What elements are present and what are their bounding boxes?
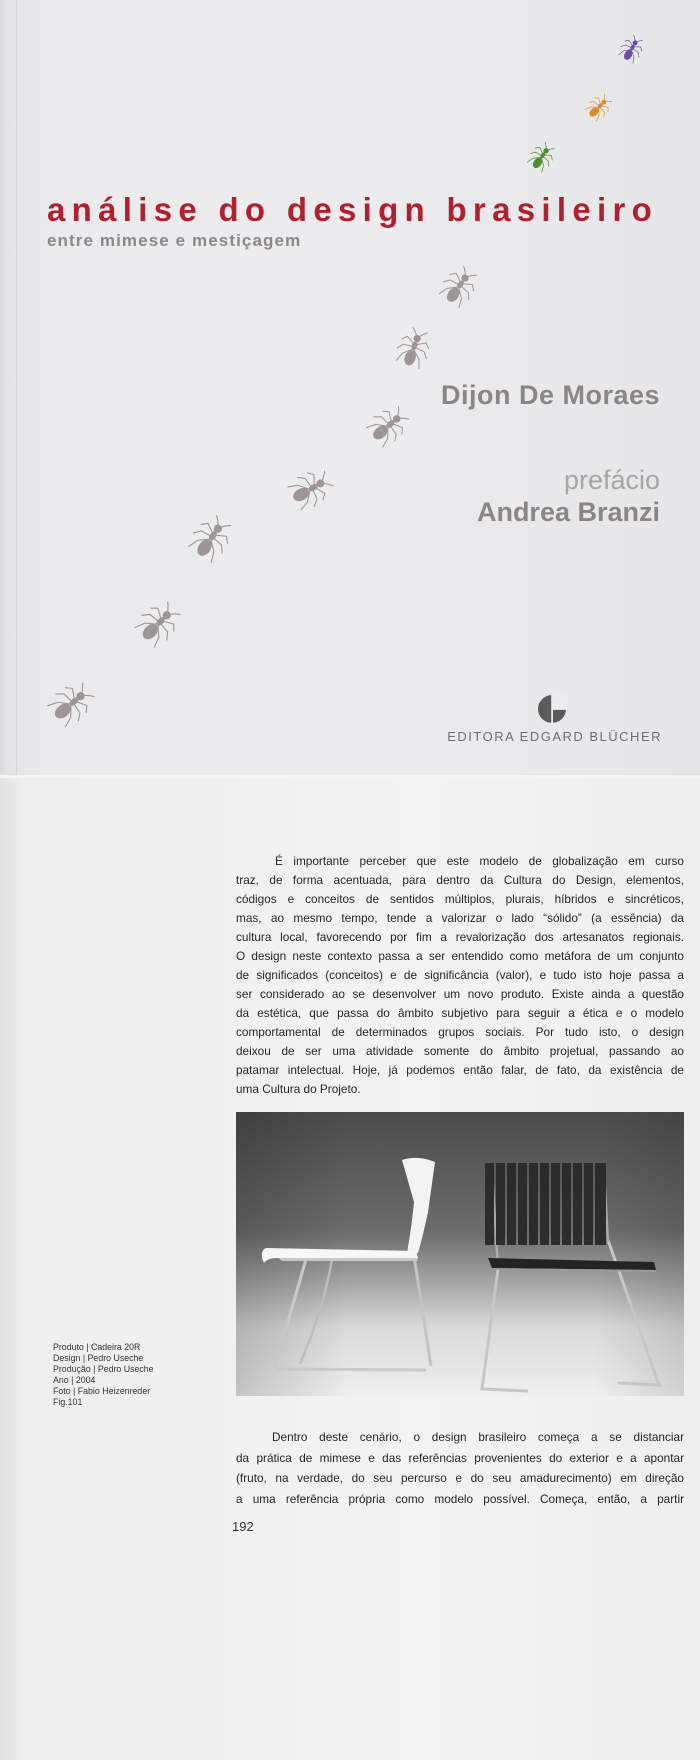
caption-line: Produto | Cadeira 20R (53, 1342, 141, 1352)
text-line: da prática de mimese e das referências provenientes do exterior e a apontar (236, 1450, 684, 1465)
figure-caption (53, 1342, 193, 1408)
text-line: uma Cultura do Projeto. (236, 1082, 361, 1096)
text-line: O design neste contexto passa a ser entendido como metáfora de um conjunto (236, 949, 684, 963)
text-line: (fruto, na verdade, do seu percurso e do seu amadurecimento) em direção (236, 1471, 684, 1486)
ant-icon (35, 670, 105, 740)
book-author: Dijon De Moraes (440, 380, 660, 410)
preface-label: prefácio (563, 465, 660, 495)
cover-spine-fold (16, 0, 17, 775)
preface-author: Andrea Branzi (476, 497, 660, 527)
ant-icon (175, 505, 245, 575)
text-line: É importante perceber que este modelo de globalização em curso (275, 854, 684, 868)
text-line: ser considerado ao se desenvolver um novo produto. Existe ainda a questão (236, 987, 684, 1001)
chair-photo (236, 1112, 684, 1396)
ant-icon (355, 395, 420, 460)
ant-icon (611, 30, 652, 71)
text-line: deixou de ser uma atividade somente do âmbito projetual, passando ao (236, 1044, 684, 1058)
text-line: Dentro deste cenário, o design brasileiro começa a se distanciar (272, 1430, 684, 1444)
caption-line: Produção | Pedro Useche (53, 1364, 154, 1374)
book-title: análise do design brasileiro (47, 191, 659, 228)
ant-icon (427, 257, 488, 318)
caption-line: Design | Pedro Useche (53, 1353, 144, 1363)
text-line: de significados (conceitos) e de significância (valor), e tudo isto hoje passa a (236, 968, 684, 982)
text-line: cultura local, favorecendo por fim a revalorização dos artesanatos regionais. (236, 930, 684, 944)
book-page (0, 778, 700, 1760)
paragraph-1 (236, 852, 684, 1099)
publisher-name: EDITORA EDGARD BLÜCHER (447, 729, 662, 744)
text-line: códigos e conceitos de sentidos múltiplos, plurais, híbridos e sincréticos, (236, 892, 684, 906)
text-line: mas, ao mesmo tempo, tende a valorizar o lado “sólido” (a essência) da (236, 911, 684, 925)
text-line: a uma referência própria como modelo possível. Começa, então, a partir (236, 1492, 684, 1507)
ant-icon (122, 590, 193, 661)
text-line: comportamental de determinados grupos sociais. Por tudo isto, o design (236, 1025, 684, 1039)
text-line: da estética, que passa do âmbito subjetivo para seguir a ética e o modelo (236, 1006, 684, 1020)
book-subtitle: entre mimese e mestiçagem (47, 231, 302, 250)
text-line: traz, de forma acentuada, para dentro da Cultura do Design, elementos, (236, 873, 684, 887)
caption-line: Ano | 2004 (53, 1375, 96, 1385)
page-number: 192 (232, 1519, 254, 1534)
caption-line: Foto | Fabio Heizenreder (53, 1386, 151, 1396)
ant-icon (519, 136, 564, 181)
publisher-logo-icon (537, 694, 567, 724)
paragraph-2 (236, 1427, 684, 1510)
book-cover (0, 0, 700, 775)
caption-line: Fig.101 (53, 1397, 83, 1407)
ant-icon (276, 457, 342, 523)
text-line: patamar intelectual. Hoje, já podemos então falar, de fato, da existência de (236, 1063, 684, 1077)
ant-icon (385, 322, 441, 378)
ant-icon (577, 87, 619, 129)
